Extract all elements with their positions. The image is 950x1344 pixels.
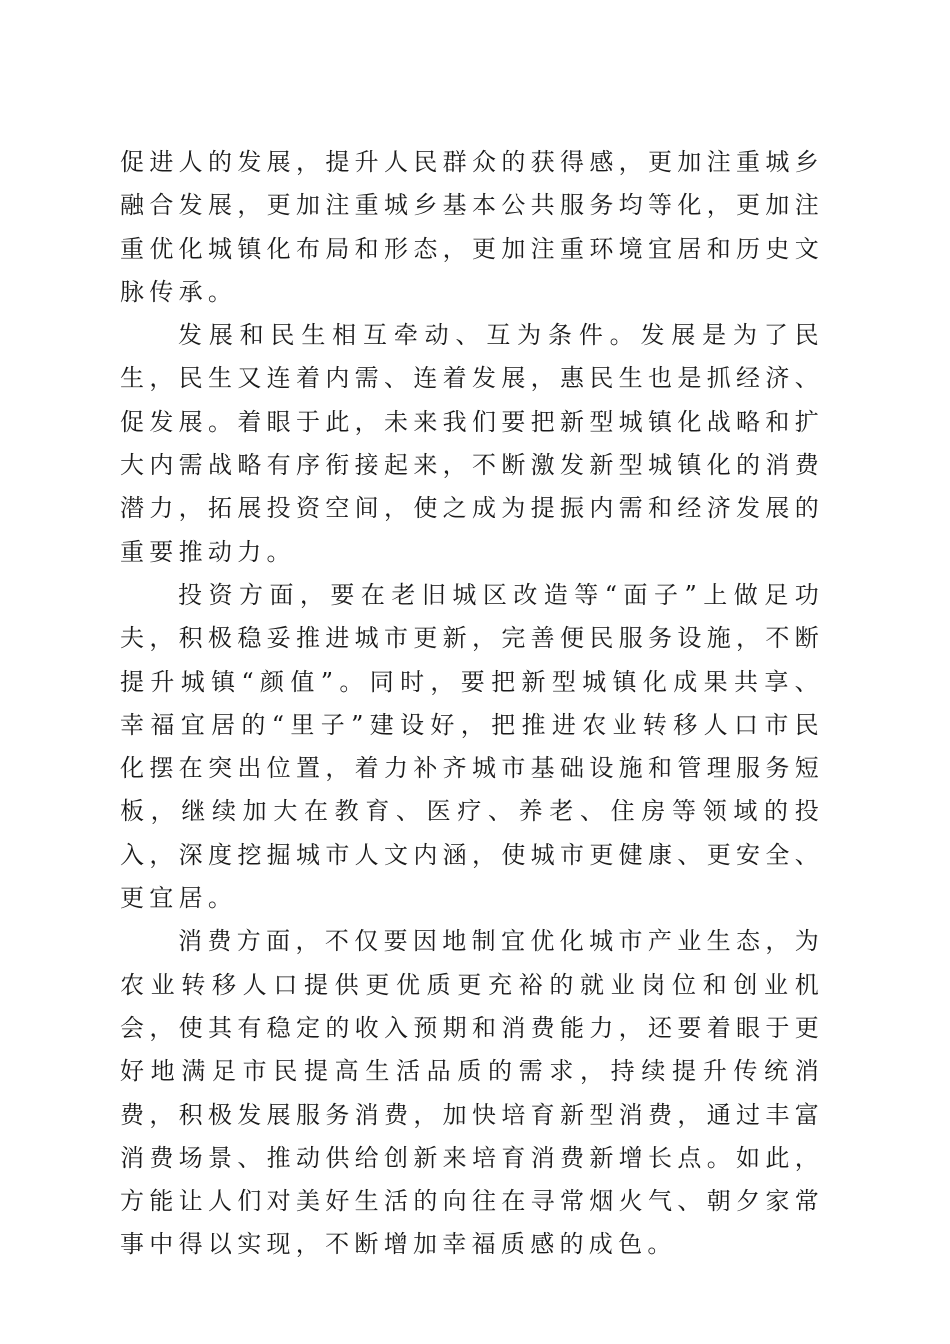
paragraph-development-livelihood: 发展和民生相互牵动、互为条件。发展是为了民生，民生又连着内需、连着发展，惠民生也是抓经济、促发展。着眼于此，未来我们要把新型城镇化战略和扩大内需战略有序衔接起来，不断激发新型城镇化的消费潜力，拓展投资空间，使之成为提振内需和经济发展的重要推动力。 xyxy=(120,321,824,566)
paragraph-consumption: 消费方面，不仅要因地制宜优化城市产业生态，为农业转移人口提供更优质更充裕的就业岗位和创业机会，使其有稳定的收入预期和消费能力，还要着眼于更好地满足市民提高生活品质的需求，持续提升传统消费，积极发展服务消费，加快培育新型消费，通过丰富消费场景、推动供给创新来培育消费新增长点。如此，方能让人们对美好生活的向往在寻常烟火气、朝夕家常事中得以实现，不断增加幸福质感的成色。 xyxy=(120,927,824,1259)
article-body xyxy=(120,141,824,1267)
paragraph-investment: 投资方面，要在老旧城区改造等“面子”上做足功夫，积极稳妥推进城市更新，完善便民服务设施，不断提升城镇“颜值”。同时，要把新型城镇化成果共享、幸福宜居的“里子”建设好，把推进农业转移人口市民化摆在突出位置，着力补齐城市基础设施和管理服务短板，继续加大在教育、医疗、养老、住房等领域的投入，深度挖掘城市人文内涵，使城市更健康、更安全、更宜居。 xyxy=(120,580,824,913)
paragraph-continued: 促进人的发展，提升人民群众的获得感，更加注重城乡融合发展，更加注重城乡基本公共服务均等化，更加注重优化城镇化布局和形态，更加注重环境宜居和历史文脉传承。 xyxy=(120,148,824,306)
